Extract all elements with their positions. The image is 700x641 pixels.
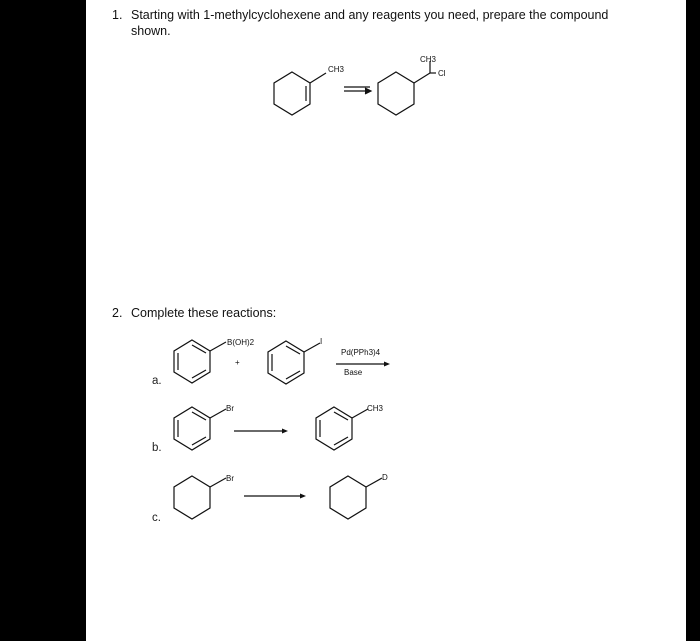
- part-b-ch3-label: CH3: [367, 404, 384, 413]
- methylcyclohexene-structure: [274, 72, 326, 115]
- part-a-label: a.: [152, 375, 162, 387]
- q1-reaction-arrow: [344, 87, 371, 94]
- question-1-text-line2: shown.: [131, 24, 171, 38]
- product-ch3-label: CH3: [420, 55, 437, 64]
- question-1-number: 1.: [112, 8, 123, 22]
- worksheet-page: [86, 0, 686, 641]
- left-black-margin: [0, 0, 86, 641]
- plus-sign: +: [235, 358, 240, 367]
- bromomethylcyclohexane-structure: [174, 476, 226, 519]
- reactant-ch3-label: CH3: [328, 65, 345, 74]
- iodo-label: I: [320, 337, 323, 346]
- deuteriomethylcyclohexane-structure: [330, 476, 382, 519]
- part-b-br-label: Br: [226, 404, 234, 413]
- product-cl-label: Cl: [438, 69, 446, 78]
- part-c-br-label: Br: [226, 474, 234, 483]
- boronic-acid-label: B(OH)2: [227, 338, 255, 347]
- question-2-text: Complete these reactions:: [131, 306, 277, 320]
- iodobenzene-structure: [268, 341, 320, 384]
- right-black-margin: [686, 0, 700, 641]
- part-c-d-label: D: [382, 473, 388, 482]
- part-c-label: c.: [152, 512, 161, 524]
- phenylboronic-acid-structure: [174, 340, 226, 383]
- benzyl-bromide-structure: [174, 407, 226, 450]
- chloromethylcyclohexane-structure: [378, 61, 436, 115]
- part-b-label: b.: [152, 442, 162, 454]
- base-label: Base: [344, 368, 363, 377]
- question-1-text-line1: Starting with 1-methylcyclohexene and any reagents you need, prepare the compound: [131, 8, 609, 22]
- ethylbenzene-structure: [316, 407, 368, 450]
- catalyst-label: Pd(PPh3)4: [341, 348, 381, 357]
- chemical-structures: [86, 0, 686, 641]
- question-2-number: 2.: [112, 306, 123, 320]
